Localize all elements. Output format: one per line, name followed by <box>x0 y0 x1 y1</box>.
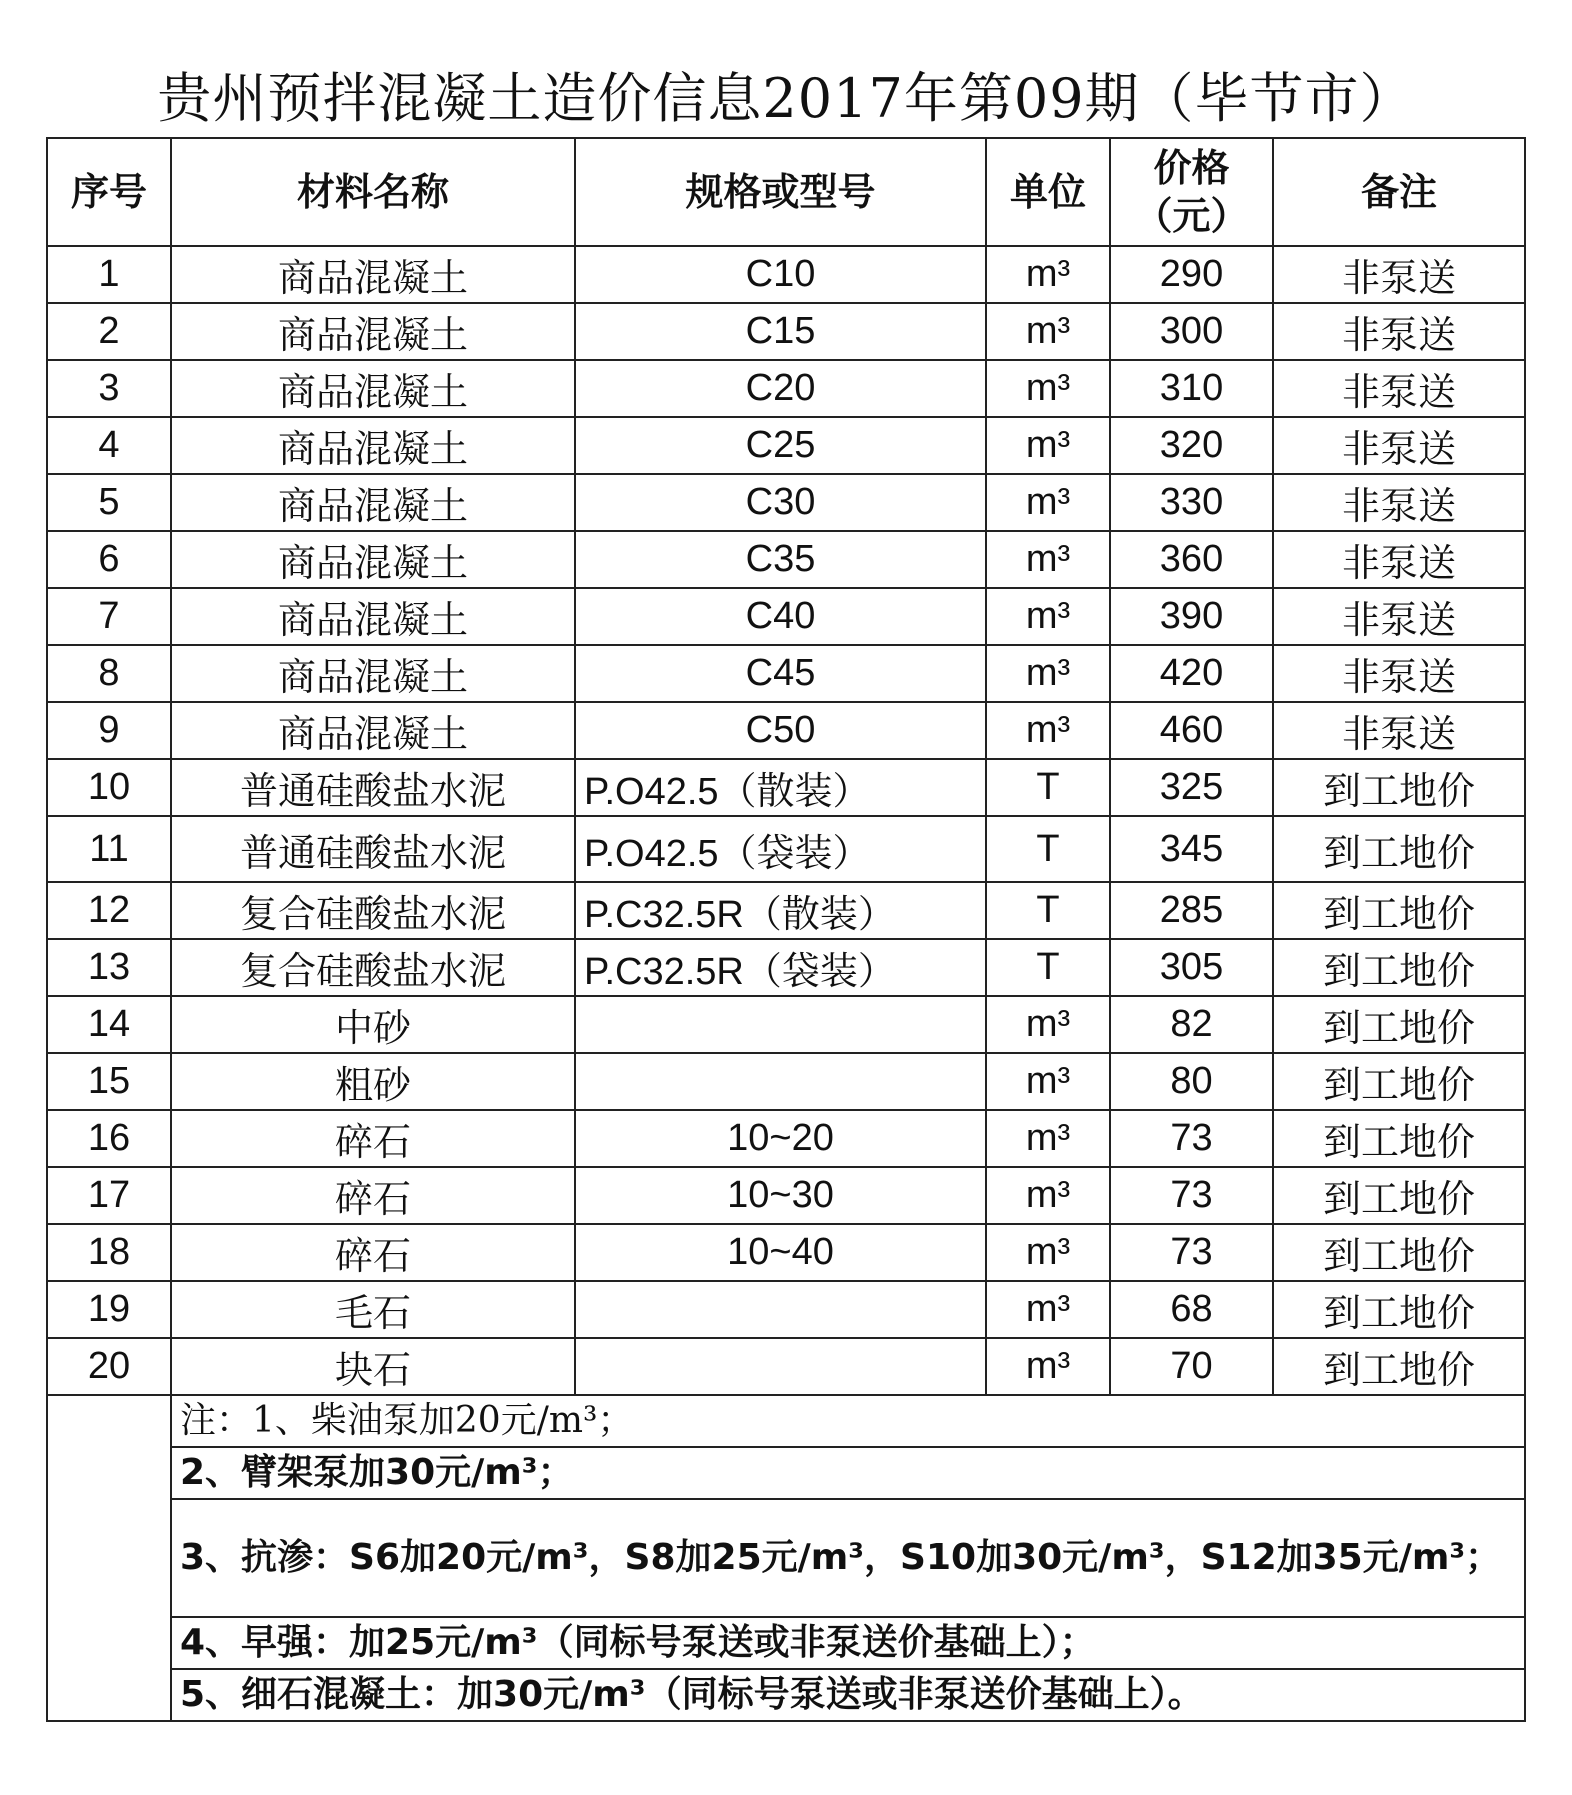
note-5: 5、细石混凝土：加30元/m³（同标号泵送或非泵送价基础上）。 <box>171 1669 1525 1721</box>
material-name: 普通硅酸盐水泥 <box>171 759 575 816</box>
unit: m³ <box>986 360 1110 417</box>
table-row <box>47 1053 1525 1110</box>
header-price <box>1110 138 1273 246</box>
remark: 到工地价 <box>1273 759 1525 816</box>
unit: m³ <box>986 474 1110 531</box>
remark: 到工地价 <box>1273 1110 1525 1167</box>
row-number: 18 <box>47 1224 171 1281</box>
row-number: 20 <box>47 1338 171 1395</box>
price-value: 305 <box>1110 939 1273 996</box>
unit: m³ <box>986 1167 1110 1224</box>
table-row <box>47 360 1525 417</box>
price-value: 73 <box>1110 1224 1273 1281</box>
unit: T <box>986 939 1110 996</box>
unit: m³ <box>986 1053 1110 1110</box>
spec-model: C50 <box>575 702 986 759</box>
remark: 到工地价 <box>1273 816 1525 882</box>
table-row <box>47 996 1525 1053</box>
material-name: 商品混凝土 <box>171 645 575 702</box>
remark: 非泵送 <box>1273 702 1525 759</box>
table-row <box>47 417 1525 474</box>
row-number: 1 <box>47 246 171 303</box>
remark: 非泵送 <box>1273 531 1525 588</box>
price-value: 285 <box>1110 882 1273 939</box>
row-number: 12 <box>47 882 171 939</box>
remark: 非泵送 <box>1273 246 1525 303</box>
spec-model: 10~30 <box>575 1167 986 1224</box>
unit: T <box>986 882 1110 939</box>
row-number: 15 <box>47 1053 171 1110</box>
header-no: 序号 <box>47 138 171 246</box>
spec-model: C30 <box>575 474 986 531</box>
spec-model: P.C32.5R（袋装） <box>575 939 986 996</box>
price-value: 360 <box>1110 531 1273 588</box>
table-row <box>47 1338 1525 1395</box>
unit: m³ <box>986 645 1110 702</box>
unit: m³ <box>986 246 1110 303</box>
material-name: 商品混凝土 <box>171 588 575 645</box>
row-number: 3 <box>47 360 171 417</box>
spec-model <box>575 1281 986 1338</box>
material-name: 商品混凝土 <box>171 702 575 759</box>
remark: 到工地价 <box>1273 996 1525 1053</box>
row-number: 16 <box>47 1110 171 1167</box>
table-body <box>47 246 1525 1395</box>
unit: m³ <box>986 1338 1110 1395</box>
remark: 非泵送 <box>1273 474 1525 531</box>
unit: m³ <box>986 1281 1110 1338</box>
table-row <box>47 1110 1525 1167</box>
remark: 到工地价 <box>1273 1281 1525 1338</box>
row-number: 5 <box>47 474 171 531</box>
material-name: 块石 <box>171 1338 575 1395</box>
material-name: 复合硅酸盐水泥 <box>171 939 575 996</box>
note-row <box>47 1499 1525 1617</box>
price-value: 320 <box>1110 417 1273 474</box>
price-value: 390 <box>1110 588 1273 645</box>
remark: 非泵送 <box>1273 360 1525 417</box>
spec-model: C25 <box>575 417 986 474</box>
material-name: 商品混凝土 <box>171 531 575 588</box>
table-row <box>47 1281 1525 1338</box>
unit: m³ <box>986 1110 1110 1167</box>
notes-body <box>47 1395 1525 1721</box>
remark: 到工地价 <box>1273 882 1525 939</box>
spec-model <box>575 1053 986 1110</box>
table-row <box>47 882 1525 939</box>
remark: 到工地价 <box>1273 1167 1525 1224</box>
header-unit: 单位 <box>986 138 1110 246</box>
material-name: 复合硅酸盐水泥 <box>171 882 575 939</box>
table-row <box>47 246 1525 303</box>
note-row <box>47 1617 1525 1669</box>
price-value: 300 <box>1110 303 1273 360</box>
spec-model: C35 <box>575 531 986 588</box>
unit: m³ <box>986 531 1110 588</box>
row-number: 9 <box>47 702 171 759</box>
header-spec: 规格或型号 <box>575 138 986 246</box>
price-value: 325 <box>1110 759 1273 816</box>
material-name: 碎石 <box>171 1167 575 1224</box>
unit: m³ <box>986 702 1110 759</box>
price-value: 345 <box>1110 816 1273 882</box>
note-1: 注：1、柴油泵加20元/m³； <box>171 1395 1525 1447</box>
spec-model: C15 <box>575 303 986 360</box>
header-remark: 备注 <box>1273 138 1525 246</box>
material-name: 商品混凝土 <box>171 474 575 531</box>
spec-model: C10 <box>575 246 986 303</box>
row-number: 10 <box>47 759 171 816</box>
row-number: 2 <box>47 303 171 360</box>
spec-model: P.C32.5R（散装） <box>575 882 986 939</box>
material-name: 碎石 <box>171 1224 575 1281</box>
price-value: 68 <box>1110 1281 1273 1338</box>
spec-model: P.O42.5（散装） <box>575 759 986 816</box>
table-row <box>47 1224 1525 1281</box>
material-name: 中砂 <box>171 996 575 1053</box>
table-row <box>47 645 1525 702</box>
note-2: 2、臂架泵加30元/m³； <box>171 1447 1525 1499</box>
page-title: 贵州预拌混凝土造价信息2017年第09期（毕节市） <box>157 67 1415 130</box>
remark: 到工地价 <box>1273 1053 1525 1110</box>
note-row <box>47 1447 1525 1499</box>
material-name: 碎石 <box>171 1110 575 1167</box>
note-row <box>47 1669 1525 1721</box>
price-value: 73 <box>1110 1167 1273 1224</box>
remark: 非泵送 <box>1273 588 1525 645</box>
note-row <box>47 1395 1525 1447</box>
spec-model: P.O42.5（袋装） <box>575 816 986 882</box>
price-table <box>46 137 1526 1722</box>
remark: 非泵送 <box>1273 417 1525 474</box>
row-number: 19 <box>47 1281 171 1338</box>
spec-model <box>575 996 986 1053</box>
unit: m³ <box>986 588 1110 645</box>
table-row <box>47 531 1525 588</box>
material-name: 毛石 <box>171 1281 575 1338</box>
price-value: 82 <box>1110 996 1273 1053</box>
unit: m³ <box>986 1224 1110 1281</box>
price-value: 310 <box>1110 360 1273 417</box>
row-number: 13 <box>47 939 171 996</box>
material-name: 商品混凝土 <box>171 417 575 474</box>
header-price-line2: （元） <box>1134 194 1249 238</box>
note-3: 3、抗渗：S6加20元/m³，S8加25元/m³，S10加30元/m³，S12加35元/m³； <box>171 1499 1525 1617</box>
table-row <box>47 303 1525 360</box>
remark: 到工地价 <box>1273 1224 1525 1281</box>
spec-model: C40 <box>575 588 986 645</box>
spec-model: C45 <box>575 645 986 702</box>
spec-model: C20 <box>575 360 986 417</box>
row-number: 4 <box>47 417 171 474</box>
table-row <box>47 816 1525 882</box>
table-row <box>47 759 1525 816</box>
table-row <box>47 474 1525 531</box>
table-row <box>47 939 1525 996</box>
material-name: 商品混凝土 <box>171 360 575 417</box>
remark: 到工地价 <box>1273 939 1525 996</box>
unit: T <box>986 816 1110 882</box>
row-number: 7 <box>47 588 171 645</box>
price-value: 70 <box>1110 1338 1273 1395</box>
material-name: 商品混凝土 <box>171 246 575 303</box>
table-row <box>47 1167 1525 1224</box>
unit: T <box>986 759 1110 816</box>
price-value: 330 <box>1110 474 1273 531</box>
spec-model <box>575 1338 986 1395</box>
material-name: 商品混凝土 <box>171 303 575 360</box>
header-name: 材料名称 <box>171 138 575 246</box>
row-number: 6 <box>47 531 171 588</box>
price-value: 420 <box>1110 645 1273 702</box>
price-value: 80 <box>1110 1053 1273 1110</box>
row-number: 17 <box>47 1167 171 1224</box>
unit: m³ <box>986 417 1110 474</box>
price-value: 73 <box>1110 1110 1273 1167</box>
price-value: 290 <box>1110 246 1273 303</box>
unit: m³ <box>986 996 1110 1053</box>
row-number: 11 <box>47 816 171 882</box>
row-number: 14 <box>47 996 171 1053</box>
remark: 到工地价 <box>1273 1338 1525 1395</box>
remark: 非泵送 <box>1273 303 1525 360</box>
table-row <box>47 702 1525 759</box>
spec-model: 10~20 <box>575 1110 986 1167</box>
unit: m³ <box>986 303 1110 360</box>
material-name: 普通硅酸盐水泥 <box>171 816 575 882</box>
material-name: 粗砂 <box>171 1053 575 1110</box>
note-4: 4、早强：加25元/m³（同标号泵送或非泵送价基础上）； <box>171 1617 1525 1669</box>
row-number: 8 <box>47 645 171 702</box>
table-header-row <box>47 138 1525 246</box>
header-price-line1: 价格 <box>1153 146 1230 190</box>
remark: 非泵送 <box>1273 645 1525 702</box>
spec-model: 10~40 <box>575 1224 986 1281</box>
price-value: 460 <box>1110 702 1273 759</box>
notes-blank-cell <box>47 1395 171 1721</box>
table-row <box>47 588 1525 645</box>
